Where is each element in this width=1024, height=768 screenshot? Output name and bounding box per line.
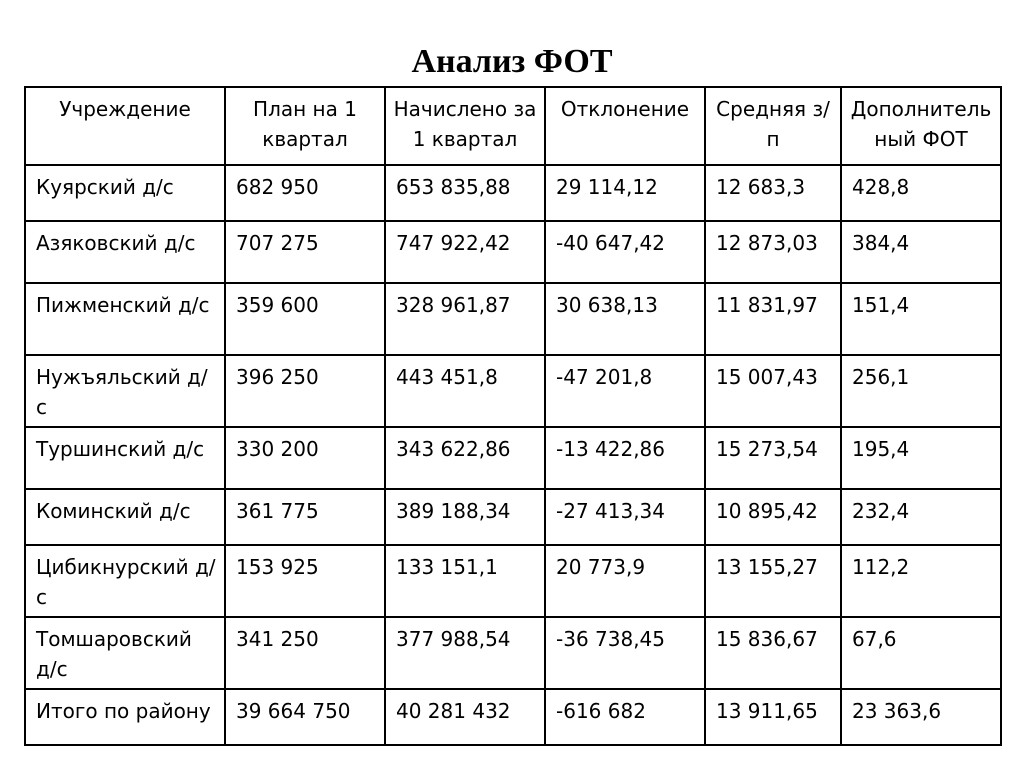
cell-institution: Нужъяльский д/с — [25, 355, 225, 427]
cell-institution: Томшаровский д/с — [25, 617, 225, 689]
cell-accrued: 343 622,86 — [385, 427, 545, 489]
cell-additional-fot: 256,1 — [841, 355, 1001, 427]
cell-average-salary: 12 873,03 — [705, 221, 841, 283]
page-title: Анализ ФОТ — [411, 43, 613, 80]
table-row-total — [25, 689, 1001, 745]
cell-plan: 396 250 — [225, 355, 385, 427]
cell-additional-fot: 428,8 — [841, 165, 1001, 221]
cell-average-salary: 13 911,65 — [705, 689, 841, 745]
cell-accrued: 133 151,1 — [385, 545, 545, 617]
cell-average-salary: 12 683,3 — [705, 165, 841, 221]
cell-deviation: 30 638,13 — [545, 283, 705, 355]
cell-deviation: -36 738,45 — [545, 617, 705, 689]
cell-accrued: 389 188,34 — [385, 489, 545, 545]
cell-average-salary: 15 836,67 — [705, 617, 841, 689]
cell-institution: Цибикнурский д/с — [25, 545, 225, 617]
cell-deviation: -27 413,34 — [545, 489, 705, 545]
cell-average-salary: 15 273,54 — [705, 427, 841, 489]
cell-average-salary: 11 831,97 — [705, 283, 841, 355]
cell-plan: 330 200 — [225, 427, 385, 489]
cell-institution: Итого по району — [25, 689, 225, 745]
cell-accrued: 653 835,88 — [385, 165, 545, 221]
cell-deviation: 29 114,12 — [545, 165, 705, 221]
cell-accrued: 328 961,87 — [385, 283, 545, 355]
header-institution: Учреждение — [25, 87, 225, 165]
cell-deviation: 20 773,9 — [545, 545, 705, 617]
table-row — [25, 427, 1001, 489]
cell-additional-fot: 384,4 — [841, 221, 1001, 283]
cell-institution: Туршинский д/с — [25, 427, 225, 489]
cell-average-salary: 15 007,43 — [705, 355, 841, 427]
cell-additional-fot: 23 363,6 — [841, 689, 1001, 745]
cell-additional-fot: 151,4 — [841, 283, 1001, 355]
cell-plan: 153 925 — [225, 545, 385, 617]
cell-additional-fot: 195,4 — [841, 427, 1001, 489]
fot-analysis-table — [24, 86, 1002, 746]
cell-plan: 359 600 — [225, 283, 385, 355]
table-row — [25, 617, 1001, 689]
cell-institution: Пижменский д/с — [25, 283, 225, 355]
cell-accrued: 443 451,8 — [385, 355, 545, 427]
header-average-salary: Средняя з/п — [705, 87, 841, 165]
cell-plan: 341 250 — [225, 617, 385, 689]
cell-deviation: -47 201,8 — [545, 355, 705, 427]
cell-institution: Азяковский д/с — [25, 221, 225, 283]
cell-accrued: 40 281 432 — [385, 689, 545, 745]
cell-additional-fot: 112,2 — [841, 545, 1001, 617]
cell-accrued: 747 922,42 — [385, 221, 545, 283]
cell-additional-fot: 232,4 — [841, 489, 1001, 545]
cell-average-salary: 13 155,27 — [705, 545, 841, 617]
cell-plan: 682 950 — [225, 165, 385, 221]
table-row — [25, 545, 1001, 617]
table-row — [25, 489, 1001, 545]
header-accrued-q1: Начислено за 1 квартал — [385, 87, 545, 165]
cell-deviation: -616 682 — [545, 689, 705, 745]
table-row — [25, 283, 1001, 355]
cell-plan: 707 275 — [225, 221, 385, 283]
cell-accrued: 377 988,54 — [385, 617, 545, 689]
cell-deviation: -40 647,42 — [545, 221, 705, 283]
header-plan-q1: План на 1 квартал — [225, 87, 385, 165]
cell-plan: 361 775 — [225, 489, 385, 545]
cell-average-salary: 10 895,42 — [705, 489, 841, 545]
cell-institution: Куярский д/с — [25, 165, 225, 221]
cell-deviation: -13 422,86 — [545, 427, 705, 489]
cell-plan: 39 664 750 — [225, 689, 385, 745]
cell-institution: Коминский д/с — [25, 489, 225, 545]
table-row — [25, 355, 1001, 427]
table-row — [25, 165, 1001, 221]
header-additional-fot: Дополнительный ФОТ — [841, 87, 1001, 165]
header-deviation: Отклонение — [545, 87, 705, 165]
table-header-row — [25, 87, 1001, 165]
table-row — [25, 221, 1001, 283]
cell-additional-fot: 67,6 — [841, 617, 1001, 689]
